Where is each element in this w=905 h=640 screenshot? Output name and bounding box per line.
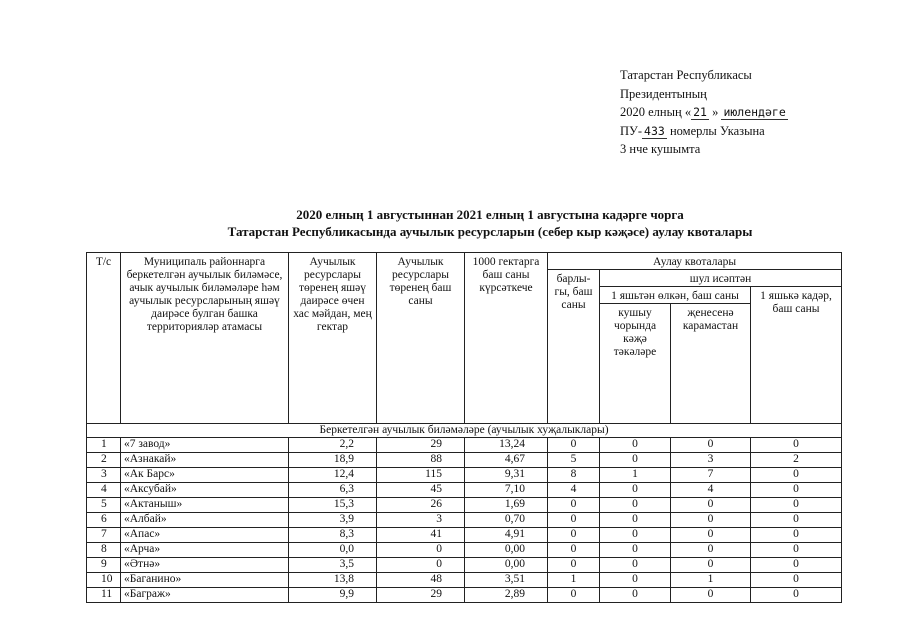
cell-regardless: 7 <box>671 468 751 483</box>
cell-antlered: 0 <box>600 498 671 513</box>
cell-area: 8,3 <box>289 528 377 543</box>
header-name: Муниципаль районнарга беркетелгән аучылык биләмәсе, ачык аучылык биләмәләре һәм аучылык ресурсларының яшәү даирәсе булган башка территорияләр атамасы <box>121 253 289 424</box>
cell-regardless: 0 <box>671 498 751 513</box>
appendix-line-republic: Татарстан Республикасы <box>620 68 752 82</box>
cell-name: «Аксубай» <box>121 483 289 498</box>
cell-no: 3 <box>87 468 121 483</box>
cell-no: 2 <box>87 453 121 468</box>
date-day: 21 <box>693 105 707 120</box>
cell-total: 0 <box>548 528 600 543</box>
decree-number: 433 <box>644 123 665 138</box>
cell-density: 2,89 <box>465 588 548 603</box>
cell-count: 29 <box>377 588 465 603</box>
cell-name: «7 завод» <box>121 438 289 453</box>
cell-area: 12,4 <box>289 468 377 483</box>
appendix-line-date <box>620 103 788 122</box>
header-no: Т/с <box>87 253 121 424</box>
cell-area: 15,3 <box>289 498 377 513</box>
header-count: Аучылык ресурслары төренең баш саны <box>377 253 465 424</box>
decree-suffix: номерлы Указына <box>669 123 765 138</box>
cell-antlered: 0 <box>600 543 671 558</box>
cell-antlered: 0 <box>600 483 671 498</box>
cell-density: 9,31 <box>465 468 548 483</box>
cell-no: 11 <box>87 588 121 603</box>
cell-area: 2,2 <box>289 438 377 453</box>
cell-antlered: 0 <box>600 528 671 543</box>
cell-count: 0 <box>377 558 465 573</box>
table-body <box>87 438 842 603</box>
cell-count: 0 <box>377 543 465 558</box>
cell-name: «Апас» <box>121 528 289 543</box>
document-title <box>150 206 830 240</box>
date-prefix: 2020 елның « <box>620 105 692 120</box>
header-quota-group: Аулау квоталары <box>548 253 842 270</box>
cell-area: 6,3 <box>289 483 377 498</box>
cell-under1: 0 <box>751 468 842 483</box>
cell-count: 48 <box>377 573 465 588</box>
cell-under1: 0 <box>751 513 842 528</box>
cell-no: 4 <box>87 483 121 498</box>
cell-no: 8 <box>87 543 121 558</box>
cell-density: 13,24 <box>465 438 548 453</box>
cell-total: 5 <box>548 453 600 468</box>
header-area: Аучылык ресурслары төренең яшәү даирәсе өчен хас мәйдан, мең гектар <box>289 253 377 424</box>
title-line-subject: Татарстан Республикасында аучылык ресурсларын (себер кыр кәҗәсе) аулау квоталары <box>227 224 753 239</box>
cell-total: 0 <box>548 438 600 453</box>
cell-name: «Арча» <box>121 543 289 558</box>
header-under1: 1 яшькә кадәр, баш саны <box>751 287 842 424</box>
cell-name: «Әтнә» <box>121 558 289 573</box>
cell-regardless: 0 <box>671 438 751 453</box>
cell-name: «Азнакай» <box>121 453 289 468</box>
quota-table <box>86 252 842 603</box>
cell-under1: 0 <box>751 558 842 573</box>
cell-area: 9,9 <box>289 588 377 603</box>
cell-count: 26 <box>377 498 465 513</box>
header-density: 1000 гектарга баш саны күрсәткече <box>465 253 548 424</box>
cell-under1: 0 <box>751 588 842 603</box>
cell-total: 1 <box>548 573 600 588</box>
cell-total: 4 <box>548 483 600 498</box>
cell-count: 88 <box>377 453 465 468</box>
cell-density: 7,10 <box>465 483 548 498</box>
table-row <box>87 588 842 603</box>
cell-total: 0 <box>548 513 600 528</box>
cell-under1: 0 <box>751 543 842 558</box>
cell-total: 0 <box>548 588 600 603</box>
cell-name: «Албай» <box>121 513 289 528</box>
cell-density: 0,00 <box>465 543 548 558</box>
cell-antlered: 0 <box>600 453 671 468</box>
cell-regardless: 1 <box>671 573 751 588</box>
cell-density: 3,51 <box>465 573 548 588</box>
table-row <box>87 573 842 588</box>
title-line-period: 2020 елның 1 августыннан 2021 елның 1 августына кадәрге чорга <box>296 207 684 222</box>
table-row <box>87 468 842 483</box>
table-row <box>87 543 842 558</box>
cell-density: 1,69 <box>465 498 548 513</box>
cell-density: 4,91 <box>465 528 548 543</box>
cell-regardless: 0 <box>671 543 751 558</box>
cell-density: 0,00 <box>465 558 548 573</box>
cell-name: «Баграж» <box>121 588 289 603</box>
cell-total: 0 <box>548 558 600 573</box>
cell-total: 0 <box>548 543 600 558</box>
cell-name: «Ак Барс» <box>121 468 289 483</box>
cell-antlered: 0 <box>600 438 671 453</box>
table-row <box>87 453 842 468</box>
cell-total: 8 <box>548 468 600 483</box>
cell-under1: 0 <box>751 498 842 513</box>
cell-regardless: 0 <box>671 558 751 573</box>
cell-count: 29 <box>377 438 465 453</box>
header-over1: 1 яшьтән өлкән, баш саны <box>600 287 751 304</box>
cell-count: 41 <box>377 528 465 543</box>
cell-no: 1 <box>87 438 121 453</box>
cell-area: 3,9 <box>289 513 377 528</box>
header-total: барлы-гы, баш саны <box>548 270 600 424</box>
cell-under1: 0 <box>751 573 842 588</box>
cell-count: 45 <box>377 483 465 498</box>
cell-antlered: 0 <box>600 588 671 603</box>
cell-regardless: 0 <box>671 513 751 528</box>
table-row <box>87 528 842 543</box>
appendix-line-decree <box>620 122 788 141</box>
date-month: июлендәге <box>723 105 786 120</box>
cell-under1: 0 <box>751 438 842 453</box>
cell-area: 3,5 <box>289 558 377 573</box>
cell-no: 6 <box>87 513 121 528</box>
cell-area: 0,0 <box>289 543 377 558</box>
appendix-header <box>620 66 788 159</box>
table-row <box>87 513 842 528</box>
table-row <box>87 483 842 498</box>
cell-name: «Баганино» <box>121 573 289 588</box>
header-antlered: кушыу чорында кәҗә тәкәләре <box>600 304 671 424</box>
cell-regardless: 0 <box>671 528 751 543</box>
cell-under1: 0 <box>751 528 842 543</box>
appendix-line-president: Президентының <box>620 86 707 101</box>
cell-antlered: 0 <box>600 513 671 528</box>
cell-no: 7 <box>87 528 121 543</box>
table-row <box>87 558 842 573</box>
cell-name: «Актаныш» <box>121 498 289 513</box>
cell-antlered: 1 <box>600 468 671 483</box>
cell-under1: 2 <box>751 453 842 468</box>
appendix-line-number: 3 нче кушымта <box>620 142 701 157</box>
cell-regardless: 4 <box>671 483 751 498</box>
section-label: Беркетелгән аучылык биләмәләре (аучылык хуҗалыклары) <box>87 424 842 438</box>
cell-no: 5 <box>87 498 121 513</box>
table-row <box>87 498 842 513</box>
cell-antlered: 0 <box>600 558 671 573</box>
cell-area: 18,9 <box>289 453 377 468</box>
date-mid: » <box>712 105 719 120</box>
cell-regardless: 0 <box>671 588 751 603</box>
header-including: шул исәптән <box>600 270 842 287</box>
cell-no: 10 <box>87 573 121 588</box>
decree-prefix: ПУ- <box>620 123 643 138</box>
cell-count: 3 <box>377 513 465 528</box>
cell-regardless: 3 <box>671 453 751 468</box>
cell-density: 4,67 <box>465 453 548 468</box>
cell-total: 0 <box>548 498 600 513</box>
cell-under1: 0 <box>751 483 842 498</box>
cell-antlered: 0 <box>600 573 671 588</box>
cell-density: 0,70 <box>465 513 548 528</box>
header-regardless: җенесенә карамастан <box>671 304 751 424</box>
table-row <box>87 438 842 453</box>
cell-count: 115 <box>377 468 465 483</box>
cell-area: 13,8 <box>289 573 377 588</box>
cell-no: 9 <box>87 558 121 573</box>
